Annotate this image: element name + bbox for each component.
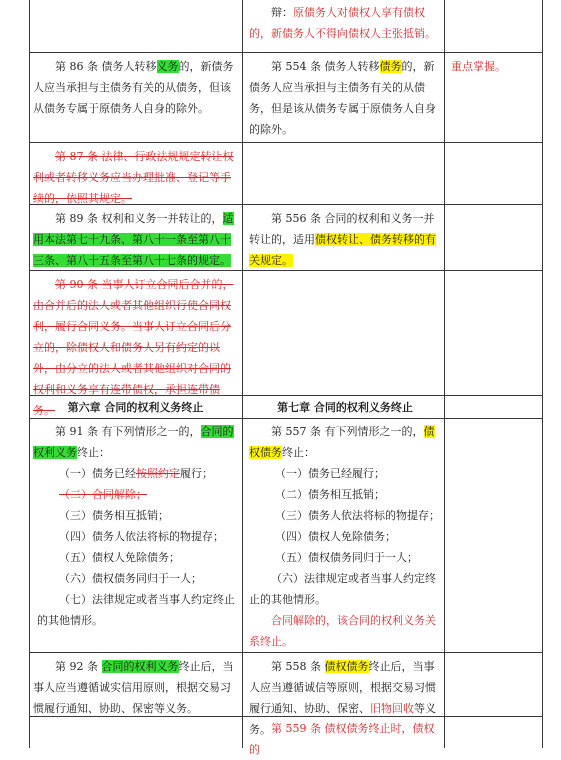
text: （一）债务已经 xyxy=(59,467,136,480)
row-divider xyxy=(29,652,543,653)
text: 终止后，当事人应当遵循诚实信用原则，根据交易习惯履行通知、协助、保密等义务。 xyxy=(33,660,234,715)
highlight-green: 适用本法第七十九条、第八十一条至第八十三条、第八十五条至第八十七条的规定。 xyxy=(33,212,234,267)
text: 第 86 条 债务人转移 xyxy=(55,60,157,73)
chapter-7-heading: 第七章 合同的权利义务终止 xyxy=(277,401,413,414)
text: 终止： xyxy=(282,446,315,459)
deleted-text: 按照约定 xyxy=(136,467,180,480)
text: 第 91 条 有下列情形之一的， xyxy=(55,425,201,438)
highlight-green: 义务 xyxy=(156,60,179,73)
article-554 xyxy=(249,56,441,140)
article-557-head xyxy=(249,421,441,463)
list-item: （三）债务相互抵销； xyxy=(59,509,169,522)
article-557 xyxy=(249,421,441,652)
row-divider xyxy=(29,52,543,53)
text: 辩： xyxy=(271,6,293,19)
list-item xyxy=(33,463,238,484)
article-556 xyxy=(249,208,441,271)
list-item: （五）债权债务同归于一人； xyxy=(275,551,418,564)
list-item: （七）法律规定或者当事人约定终止的其他情形。 xyxy=(37,593,235,627)
text: 履行； xyxy=(180,467,213,480)
table-border-right xyxy=(542,0,543,748)
deleted-text: （二）合同解除； xyxy=(59,488,147,501)
chapter-6-heading: 第六章 合同的权利义务终止 xyxy=(67,401,204,414)
list-item: （一）债务已经履行； xyxy=(275,467,385,480)
note-key-point xyxy=(451,56,537,77)
list-item: （六）法律规定或者当事人约定终止的其他情形。 xyxy=(249,572,436,606)
deleted-text: 第 90 条 当事人订立合同后合并的，由合并后的法人或者其他组织行使合同权利，履行合同义务。当事人订立合同后分立的，除债权人和债务人另有约定的以外，由分立的法人或者其他组织对合同的权利和义务享有连带债权，承担连带债务。 xyxy=(33,278,234,417)
table-border-left xyxy=(29,0,30,748)
list-item: （四）债权人免除债务； xyxy=(275,530,396,543)
row0-new-law xyxy=(249,2,441,44)
text: 终止后，当事人应当遵循诚信等原则，根据交易习惯履行通知、协助、保密、 xyxy=(249,660,436,715)
highlight-yellow: 债务 xyxy=(379,60,402,73)
highlight-green: 合同的权利义务 xyxy=(101,660,179,673)
highlight-yellow: 债权转让、债务转移的有关规定。 xyxy=(249,233,436,267)
list-item xyxy=(33,484,238,505)
text: 终止： xyxy=(77,446,110,459)
row-divider xyxy=(29,142,543,143)
article-86 xyxy=(33,56,238,119)
text: 第 556 条 合同的权利和义务一并转让的，适用 xyxy=(249,212,435,246)
text: 第 558 条 xyxy=(271,660,325,673)
list-item: （四）债务人依法将标的物提存； xyxy=(59,530,224,543)
highlight-yellow: 债权债务 xyxy=(249,425,435,459)
list-item: （六）债权债务同归于一人； xyxy=(59,572,202,585)
text: 第 89 条 权利和义务一并转让的， xyxy=(55,212,223,225)
table-divider-1 xyxy=(242,0,243,748)
text: 等义务。 xyxy=(249,702,436,736)
highlight-yellow: 债权债务 xyxy=(324,660,369,673)
text: 第 557 条 有下列情形之一的， xyxy=(271,425,424,438)
red-text: 原债务人对债权人享有债权的，新债务人不得向债权人主张抵销。 xyxy=(249,6,436,40)
article-92 xyxy=(33,656,238,719)
highlight-green: 合同的权利义务 xyxy=(33,425,234,459)
list-item: （二）债务相互抵销； xyxy=(275,488,385,501)
list-item: （三）债务人依法将标的物提存； xyxy=(275,509,440,522)
text: 的，新债务人应当承担与主债务有关的从债务，但是该从债务专属于原债务人自身的除外。 xyxy=(249,60,436,136)
table-divider-2 xyxy=(444,0,445,748)
text: 的，新债务人应当承担与主债务有关的从债务，但该从债务专属于原债务人自身的除外。 xyxy=(33,60,234,115)
red-text: 第 559 条 债权债务终止时，债权的 xyxy=(249,722,435,756)
deleted-text: 第 87 条 法律、行政法规规定转让权利或者转移义务应当办理批准、登记等手续的，依照其规定。 xyxy=(33,150,234,205)
article-559-partial xyxy=(249,718,441,760)
note-text: 重点掌握。 xyxy=(451,60,506,73)
article-91 xyxy=(33,421,238,631)
red-text: 旧物回收 xyxy=(370,702,414,715)
text: 第 92 条 xyxy=(55,660,102,673)
list-item: （五）债权人免除债务； xyxy=(59,551,180,564)
article-89 xyxy=(33,208,238,271)
article-87-deleted xyxy=(33,146,238,209)
article-91-head xyxy=(33,421,238,463)
termination-note: 合同解除的，该合同的权利义务关系终止。 xyxy=(249,614,436,648)
text: 第 554 条 债务人转移 xyxy=(271,60,380,73)
